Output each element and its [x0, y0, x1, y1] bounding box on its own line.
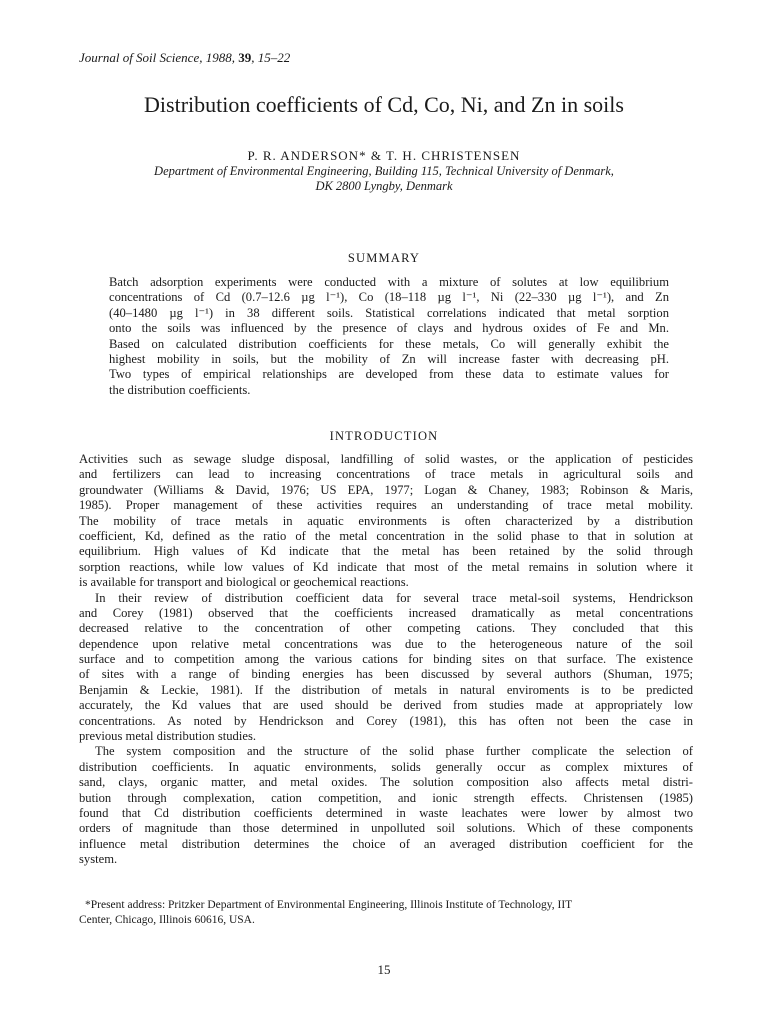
text-line: Two types of empirical relationships are developed from these data to estimate values for [109, 367, 669, 382]
text-line: of sites with a range of binding energies has been discussed by several authors (Shuman, 1975; [79, 667, 693, 682]
text-line: 1985). Proper management of these activities requires an understanding of trace metal mobility. [79, 498, 693, 513]
text-line: decreased relative to the concentration of other competing cations. They concluded that this [79, 621, 693, 636]
text-line: system. [79, 852, 118, 867]
text-line: onto the soils was influenced by the presence of clays and hydrous oxides of Fe and Mn. [109, 321, 669, 336]
article-authors: P. R. ANDERSON* & T. H. CHRISTENSEN [247, 148, 521, 163]
text-line: sorption reactions, while low values of Kd indicate that most of the metal remains in solution where it [79, 559, 693, 574]
article-title: Distribution coefficients of Cd, Co, Ni, and Zn in soils [144, 92, 624, 117]
introduction-heading: INTRODUCTION [329, 429, 439, 443]
text-line: previous metal distribution studies. [79, 729, 256, 744]
text-line: The mobility of trace metals in aquatic environments is often characterized by a distribution [79, 513, 693, 528]
introduction-body [79, 452, 693, 868]
text-line: surface and to competition among the various cations for binding sites on that surface. The existence [79, 652, 693, 667]
text-line: influence metal distribution determines the choice of an averaged distribution coefficient for the [79, 836, 693, 851]
journal-citation [79, 50, 290, 66]
text-line: In their review of distribution coefficient data for several trace metal-soil systems, Hendrickson [95, 590, 693, 605]
affiliation-line: Department of Environmental Engineering, Building 115, Technical University of Denmark, [154, 164, 614, 178]
affiliation-line: DK 2800 Lyngby, Denmark [315, 179, 453, 193]
text-line: the distribution coefficients. [109, 382, 251, 397]
text-line: Based on calculated distribution coefficients for these metals, Co will generally exhibit the [109, 336, 669, 351]
summary-paragraph [109, 275, 669, 398]
footnote-line: *Present address: Pritzker Department of Environmental Engineering, Illinois Institute of Technology, IIT [85, 899, 573, 911]
text-line: sand, clays, organic matter, and metal oxides. The solution composition also affects metal distri- [79, 775, 693, 790]
text-line: is available for transport and biological or geochemical reactions. [79, 575, 409, 590]
page-number: 15 [377, 962, 391, 977]
text-line: and fertilizers can lead to increasing concentrations of trace metals in agricultural soils and [79, 467, 693, 482]
text-line: (40–1480 µg l⁻¹) in 38 different soils. Statistical correlations indicated that metal sorption [109, 305, 669, 320]
text-line: highest mobility in soils, but the mobility of Zn will increase faster with decreasing pH. [109, 351, 669, 366]
text-line: coefficient, Kd, defined as the ratio of the metal concentration in the solid phase to that in solution at [79, 528, 693, 543]
text-line: accurately, the Kd values that are used should be derived from studies made at appropriately low [79, 698, 693, 713]
text-line: concentrations. As noted by Hendrickson and Corey (1981), this has often not been the case in [79, 713, 693, 728]
text-line: groundwater (Williams & David, 1976; US EPA, 1977; Logan & Chaney, 1983; Robinson & Maris, [79, 482, 693, 497]
text-line: The system composition and the structure of the solid phase further complicate the selection of [95, 744, 693, 759]
text-line: distribution coefficients. In aquatic environments, solids generally occur as complex mixtures of [79, 759, 693, 774]
journal-volume: 39 [238, 50, 252, 65]
text-line: bution through complexation, cation competition, and ionic strength effects. Christensen (1985) [79, 790, 693, 805]
text-line: equilibrium. High values of Kd indicate that the metal has been retained by the solid through [79, 544, 693, 559]
journal-pages: , 15–22 [251, 50, 291, 65]
summary-heading: SUMMARY [347, 251, 421, 265]
text-line: Benjamin & Leckie, 1981). If the distribution of metals in natural enviroments is to be predicted [79, 682, 693, 697]
text-line: dependence upon relative metal concentrations was due to the heterogeneous nature of the soil [79, 636, 693, 651]
footnote-line: Center, Chicago, Illinois 60616, USA. [79, 914, 255, 926]
text-line: Activities such as sewage sludge disposal, landfilling of solid wastes, or the application of pesticides [79, 452, 693, 466]
text-line: Batch adsorption experiments were conducted with a mixture of solutes at low equilibrium [109, 275, 669, 289]
text-line: concentrations of Cd (0.7–12.6 µg l⁻¹), Co (18–118 µg l⁻¹, Ni (22–330 µg l⁻¹), and Zn [109, 290, 669, 305]
journal-name: Journal of Soil Science [79, 50, 200, 65]
author-affiliation [0, 164, 768, 194]
journal-year: , 1988, [199, 50, 239, 65]
text-line: orders of magnitude than those determined in unpolluted soil solutions. Which of these components [79, 821, 693, 836]
footnote [79, 898, 693, 928]
text-line: and Corey (1981) observed that the coefficients increased dramatically as metal concentrations [79, 605, 693, 620]
text-line: found that Cd distribution coefficients determined in waste leachates were lower by almost two [79, 805, 693, 820]
